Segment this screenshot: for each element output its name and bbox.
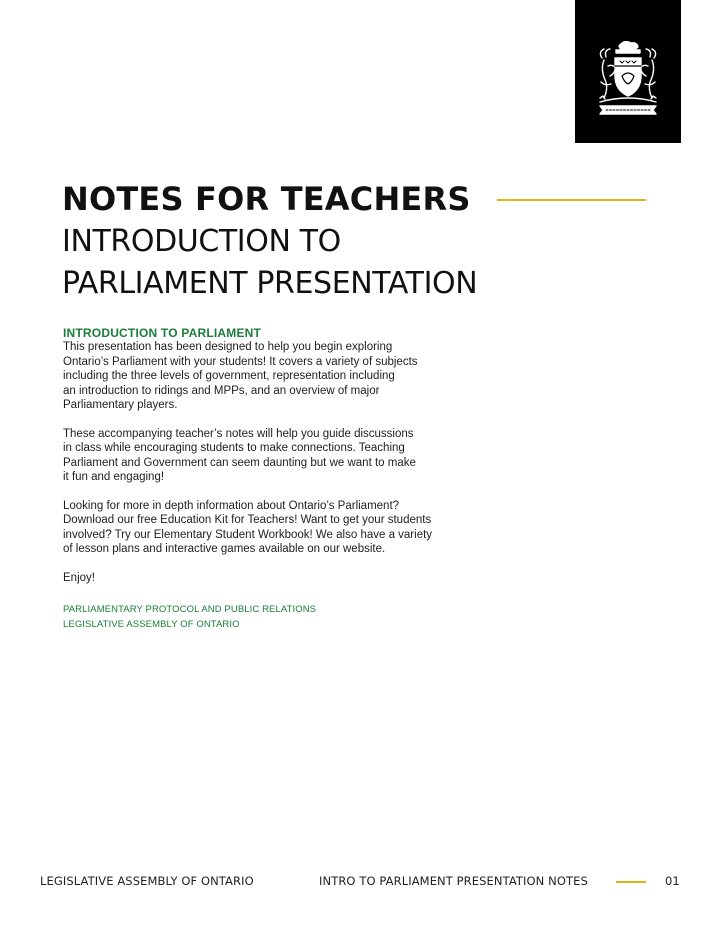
- page-title: NOTES FOR TEACHERS: [62, 180, 471, 218]
- body-content: [63, 326, 493, 599]
- coat-of-arms-icon: [592, 36, 664, 120]
- page-subtitle-line-2: PARLIAMENT PRESENTATION: [62, 266, 478, 301]
- paragraph-intro: This presentation has been designed to help you begin exploring Ontario’s Parliament with your students! It covers a variety of subjects including the three levels of government, representation including an introduction to ridings and MPPs, and an overview of major Parliamentary players.: [63, 341, 418, 411]
- footer-organization: LEGISLATIVE ASSEMBLY OF ONTARIO: [40, 874, 254, 888]
- paragraph-resources: Looking for more in depth information about Ontario’s Parliament? Download our free Education Kit for Teachers! Want to get your students involved? Try our Elementary Student Workbook! We also have a variety of lesson plans and interactive games available on our website.: [63, 499, 433, 555]
- title-accent-rule: [497, 199, 646, 201]
- paragraph-closing: Enjoy!: [63, 571, 95, 584]
- signature-organization: LEGISLATIVE ASSEMBLY OF ONTARIO: [63, 619, 240, 630]
- footer-accent-rule: [616, 881, 646, 883]
- crest-panel: [575, 0, 681, 143]
- footer-document-title: INTRO TO PARLIAMENT PRESENTATION NOTES: [319, 874, 588, 888]
- page-number: 01: [665, 874, 680, 888]
- paragraph-teacher-notes: These accompanying teacher’s notes will help you guide discussions in class while encouraging students to make connections. Teaching Parliament and Government can seem daunting but we want to make it fun and engaging!: [63, 427, 416, 483]
- signature-department: PARLIAMENTARY PROTOCOL AND PUBLIC RELATIONS: [63, 604, 317, 615]
- page-footer: [0, 872, 720, 892]
- page-subtitle-line-1: INTRODUCTION TO: [62, 224, 341, 259]
- signature-block: [63, 602, 316, 632]
- section-heading: INTRODUCTION TO PARLIAMENT: [63, 326, 262, 340]
